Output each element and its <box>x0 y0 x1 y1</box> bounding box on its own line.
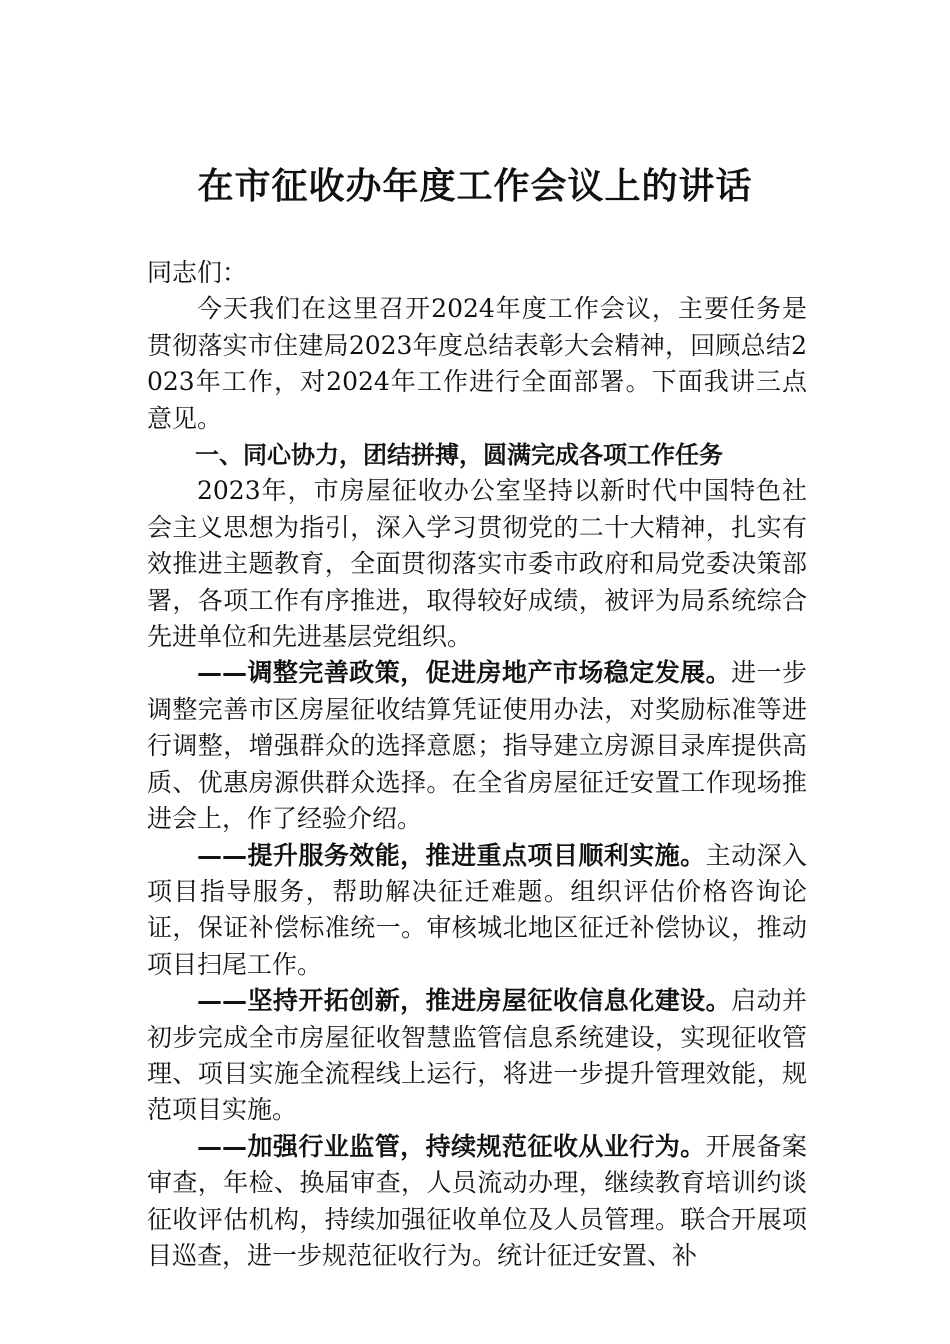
work-item-text: 主动深入项目指导服务，帮助解决征迁难题。组织评估价格咨询论证，保证补偿标准统一。审核城北地区征迁补偿协议，推动项目扫尾工作。 <box>147 840 807 979</box>
intro-paragraph: 今天我们在这里召开2024年度工作会议，主要任务是贯彻落实市住建局2023年度总结表彰大会精神，回顾总结2023年工作，对2024年工作进行全面部署。下面我讲三点意见。 <box>147 294 807 433</box>
work-item-supervision <box>147 1129 807 1275</box>
salutation: 同志们： <box>147 258 248 287</box>
work-item-text: 启动并初步完成全市房屋征收智慧监管信息系统建设，实现征收管理、项目实施全流程线上运行，将进一步提升管理效能，规范项目实施。 <box>147 986 807 1125</box>
section-1-paragraph: 2023年，市房屋征收办公室坚持以新时代中国特色社会主义思想为指引，深入学习贯彻党的二十大精神，扎实有效推进主题教育，全面贯彻落实市委市政府和局党委决策部署，各项工作有序推进，取得较好成绩，被评为局系统综合先进单位和先进基层党组织。 <box>147 476 807 652</box>
work-item-informatization <box>147 983 807 1129</box>
document-body <box>147 255 807 1274</box>
work-item-lead: ——坚持开拓创新，推进房屋征收信息化建设。 <box>197 986 732 1016</box>
document-title: 在市征收办年度工作会议上的讲话 <box>197 165 753 207</box>
work-item-lead: ——加强行业监管，持续规范征收从业行为。 <box>197 1131 706 1161</box>
work-item-lead: ——提升服务效能，推进重点项目顺利实施。 <box>197 840 706 870</box>
work-item-text: 进一步调整完善市区房屋征收结算凭证使用办法，对奖励标准等进行调整，增强群众的选择意愿；指导建立房源目录库提供高质、优惠房源供群众选择。在全省房屋征迁安置工作现场推进会上，作了经验介绍。 <box>147 658 807 834</box>
work-item-text: 开展备案审查，年检、换届审查，人员流动办理，继续教育培训约谈征收评估机构，持续加强征收单位及人员管理。联合开展项目巡查，进一步规范征收行为。统计征迁安置、补 <box>147 1131 807 1270</box>
work-item-lead: ——调整完善政策，促进房地产市场稳定发展。 <box>197 658 732 688</box>
work-item-service <box>147 838 807 984</box>
section-heading-1: 一、同心协力，团结拼搏，圆满完成各项工作任务 <box>195 441 723 470</box>
work-item-policy <box>147 655 807 837</box>
